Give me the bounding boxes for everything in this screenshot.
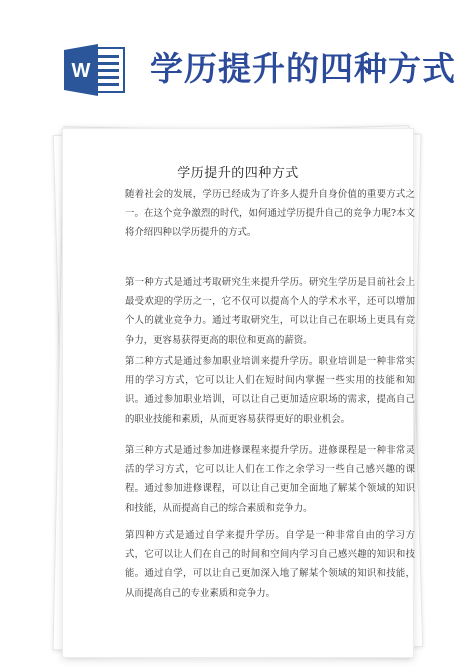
paragraph-method-2: 第二种方式是通过参加职业培训来提升学历。职业培训是一种非常实用的学习方式，它可以让人们在短时间内掌握一些实用的技能和知识。通过参加职业培训，可以让自己更加适应职场的需求，提高自己的职业技能和素质，从而更容易获得更好的职业机会。 — [125, 356, 415, 425]
paragraph-method-1: 第一种方式是通过考取研究生来提升学历。研究生学历是目前社会上最受欢迎的学历之一，它不仅可以提高个人的学术水平，还可以增加个人的就业竞争力。通过考取研究生，可以让自己在职场上更具有竞争力，更容易获得更高的职位和更高的薪资。 — [125, 277, 415, 346]
header-banner — [0, 0, 474, 120]
paragraph-method-4: 第四种方式是通过自学来提升学历。自学是一种非常自由的学习方式，它可以让人们在自己的时间和空间内学习自己感兴趣的知识和技能。通过自学，可以让自己更加深入地了解某个领域的知识和技能，从而提高自己的专业素质和竞争力。 — [125, 530, 415, 599]
document-title: 学历提升的四种方式 — [177, 166, 299, 181]
word-icon — [64, 44, 126, 96]
paragraph-intro: 随着社会的发展，学历已经成为了许多人提升自身价值的重要方式之一。在这个竞争激烈的时代，如何通过学历提升自己的竞争力呢?本文将介绍四种以学历提升的方式。 — [125, 189, 415, 239]
paragraph-method-3: 第三种方式是通过参加进修课程来提升学历。进修课程是一种非常灵活的学习方式，它可以让人们在工作之余学习一些自己感兴趣的课程。通过参加进修课程，可以让自己更加全面地了解某个领域的知识和技能，从而提高自己的综合素质和竞争力。 — [125, 445, 415, 514]
svg-text:W: W — [71, 60, 91, 82]
document-page — [62, 128, 414, 658]
page-title: 学历提升的四种方式 — [150, 49, 456, 88]
